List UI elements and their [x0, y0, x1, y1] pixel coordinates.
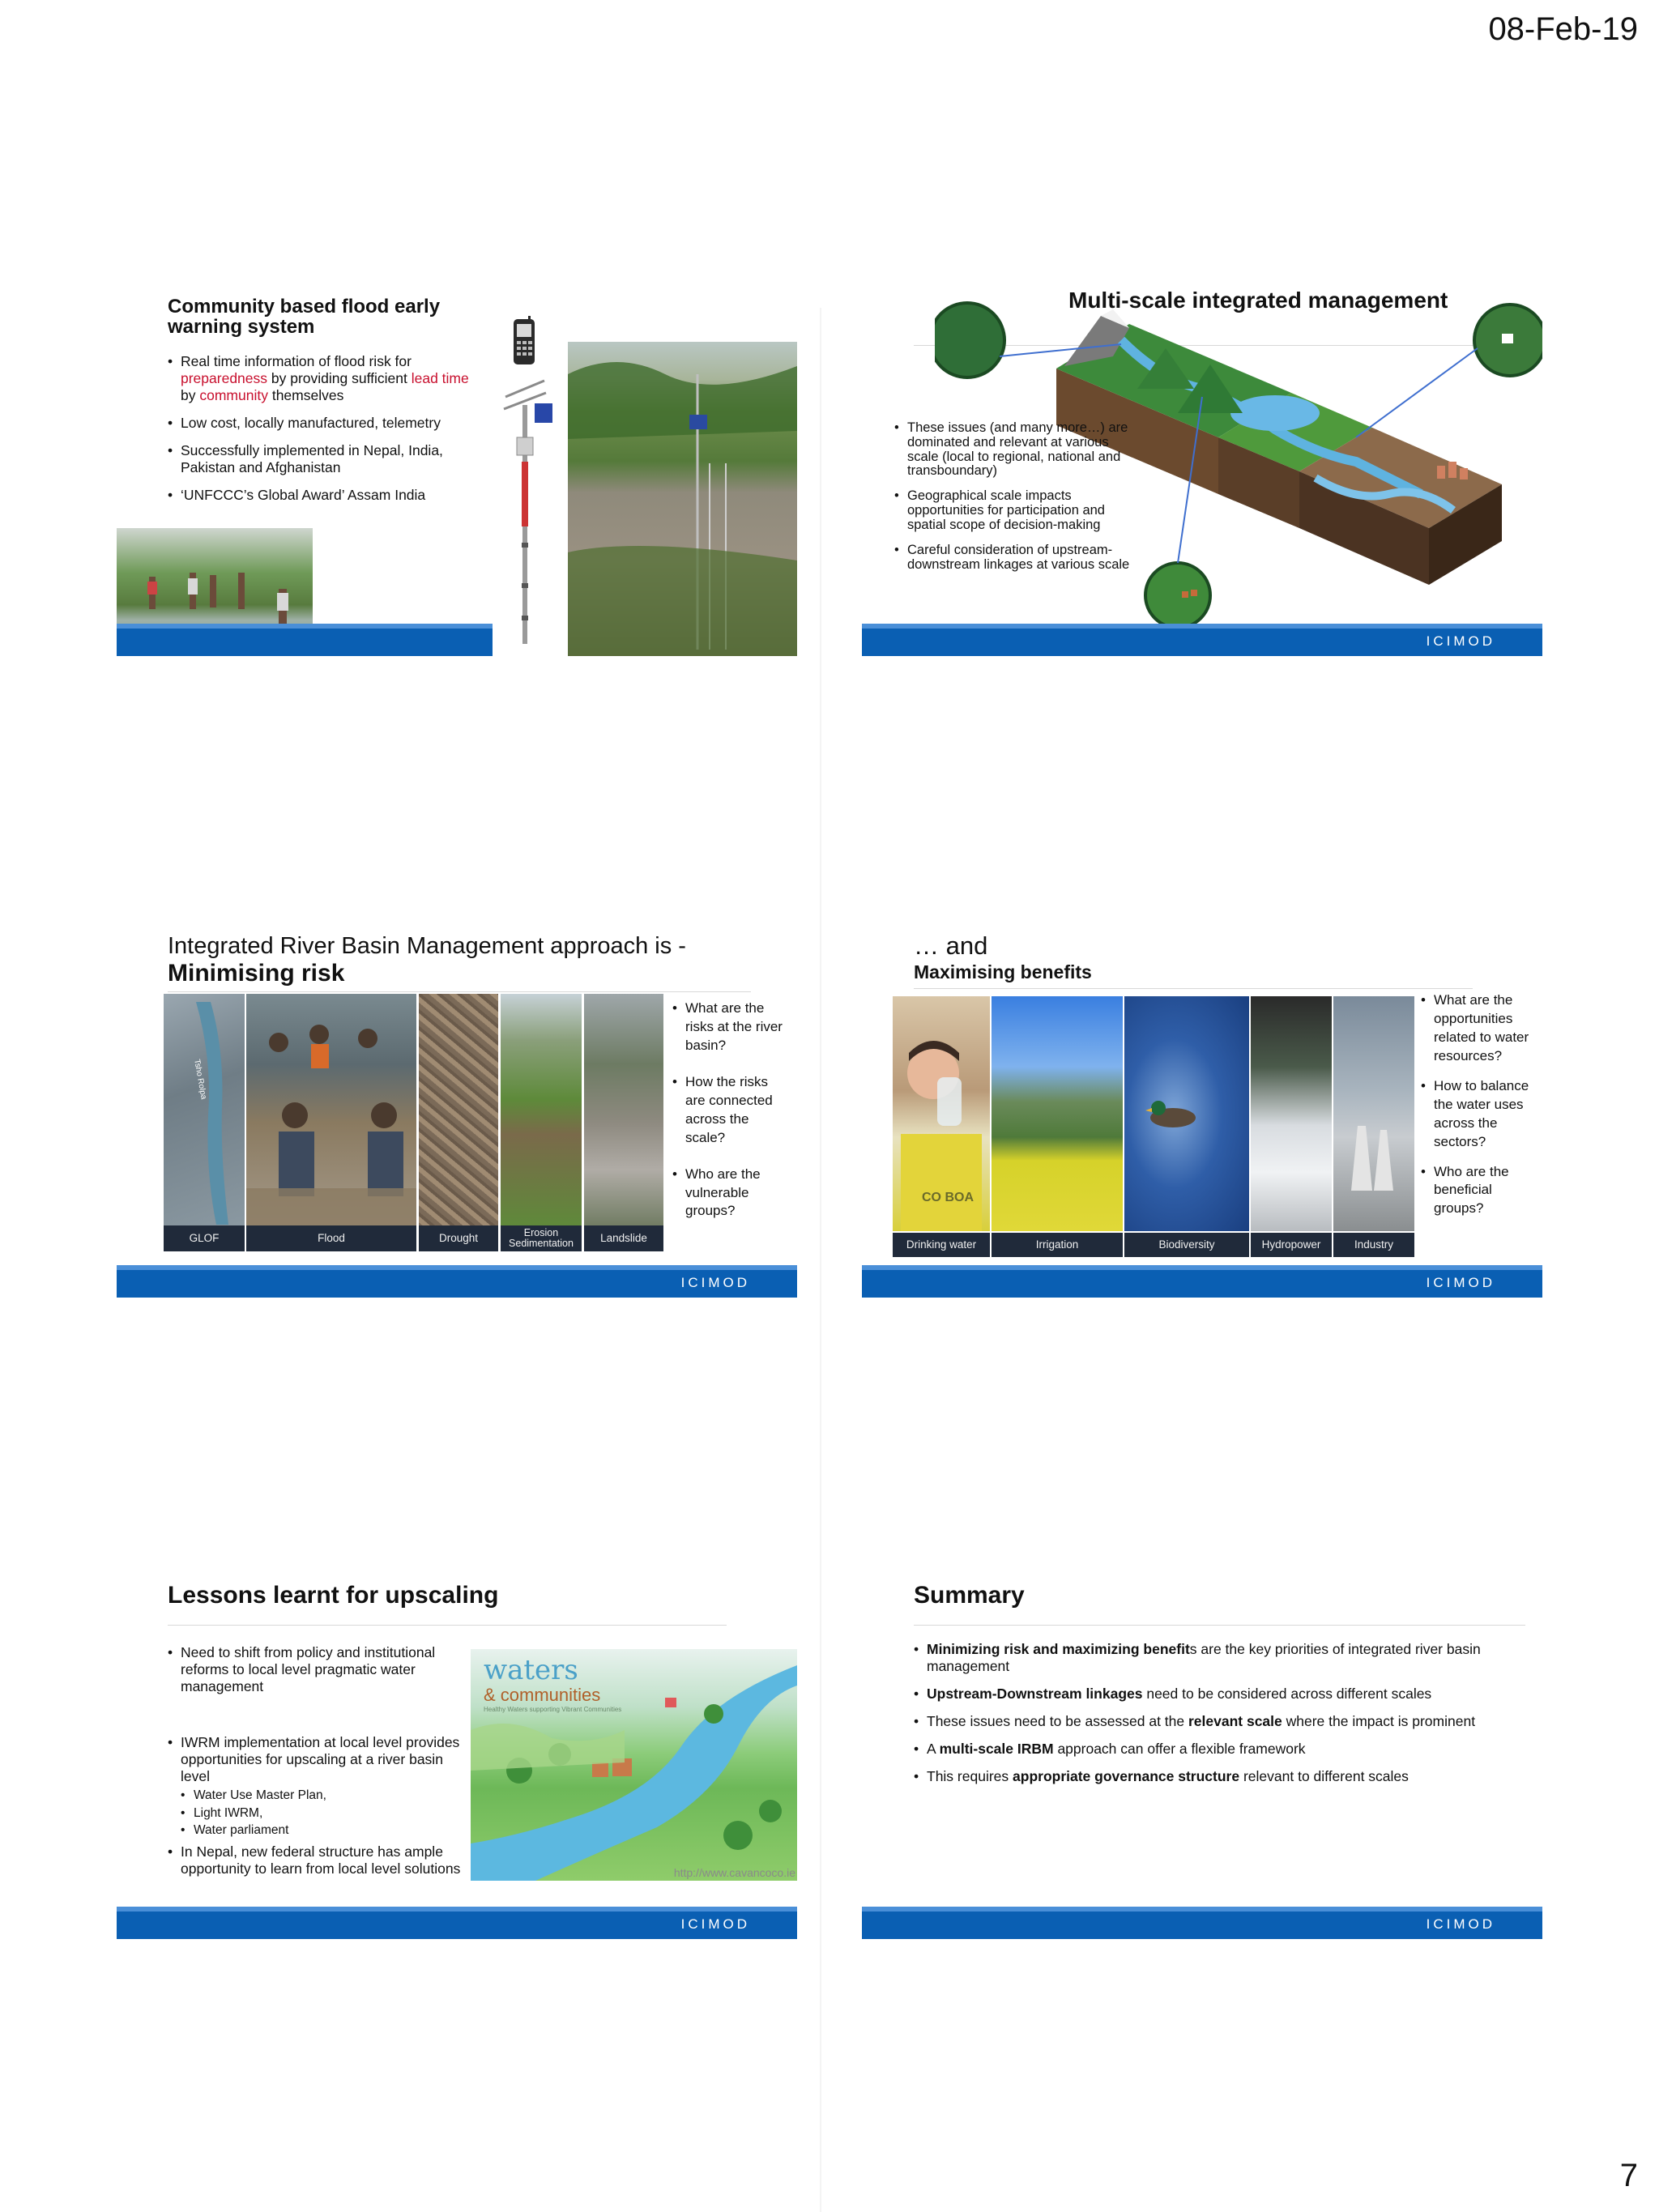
- bullet-text-rich: [927, 1741, 1306, 1757]
- bullet-list: [1421, 991, 1538, 1229]
- bullet-text-part: by: [181, 387, 200, 403]
- bullet-text: IWRM implementation at local level provides opportunities for upscaling at a river basin level: [181, 1734, 460, 1784]
- bullet-list: [168, 1644, 467, 1888]
- slide-title: Lessons learnt for upscaling: [168, 1582, 499, 1609]
- bullet-text-part: themselves: [267, 387, 344, 403]
- bullet-text-part: These issues need to be assessed at the: [927, 1713, 1188, 1729]
- bullet-item: • How to balance the water uses across the sectors?: [1421, 1077, 1538, 1152]
- slide-minimising-risk: [117, 909, 797, 1298]
- caption-irrigation: Irrigation: [992, 1233, 1123, 1257]
- column-separator: [820, 308, 821, 2212]
- page-number: 7: [1619, 2158, 1638, 2193]
- telemetry-station-illustration: [497, 373, 562, 648]
- waters-communities-poster: [471, 1649, 797, 1881]
- bullet-item: • ‘UNFCCC’s Global Award’ Assam India: [168, 487, 480, 504]
- bold-text: Minimizing risk and maximizing benefit: [927, 1641, 1190, 1657]
- slide-footer-bar: [117, 1907, 797, 1939]
- slide-title: Summary: [914, 1582, 1025, 1609]
- icimod-logo: ICIMOD: [1426, 1916, 1495, 1932]
- caption-drought: Drought: [419, 1225, 498, 1251]
- caption-hydropower: Hydropower: [1251, 1233, 1332, 1257]
- slide-summary: [862, 1550, 1542, 1939]
- slide-title-line1: Integrated River Basin Management approach is -: [168, 933, 686, 959]
- bold-text: relevant scale: [1188, 1713, 1282, 1729]
- slide-maximising-benefits: [862, 909, 1542, 1298]
- bullet-text-rich: [927, 1713, 1475, 1729]
- slide-title-line1: … and: [914, 931, 988, 960]
- bullet-item: [914, 1713, 1497, 1730]
- caption-erosion: Erosion Sedimentation: [501, 1225, 582, 1251]
- bullet-text-part: This requires: [927, 1768, 1013, 1784]
- poster-tagline: Healthy Waters supporting Vibrant Communities: [484, 1706, 622, 1713]
- icimod-logo: ICIMOD: [680, 1275, 750, 1290]
- caption-drinking-water: Drinking water: [893, 1233, 990, 1257]
- bullet-text-rich: [927, 1768, 1409, 1784]
- bullet-item: • Geographical scale impacts opportunities for participation and spatial scope of decision-making: [894, 489, 1137, 532]
- bullet-item: • Low cost, locally manufactured, telemetry: [168, 415, 480, 432]
- mobile-phone-icon: [510, 316, 538, 366]
- bullet-text-part: s are the key priorities of integrated river basin management: [927, 1641, 1481, 1674]
- glof-lake-photo: [164, 994, 245, 1229]
- bullet-item: • What are the opportunities related to water resources?: [1421, 991, 1538, 1066]
- slide-title-line2: Minimising risk: [168, 960, 345, 987]
- bullet-item: [914, 1741, 1497, 1758]
- caption-landslide: Landslide: [584, 1225, 663, 1251]
- poster-url: http://www.cavancoco.ie: [673, 1866, 795, 1879]
- slide-footer-bar: [862, 1265, 1542, 1298]
- icimod-logo: ICIMOD: [1426, 1275, 1495, 1290]
- bullet-text-part: Real time information of flood risk for: [181, 353, 412, 369]
- slide-title: Community based flood early warning system: [168, 296, 441, 339]
- lake-label: Tsho Rolpa: [192, 1059, 208, 1101]
- bullet-text-rich: [927, 1686, 1431, 1702]
- bullet-item: [168, 353, 480, 404]
- bold-text: multi-scale IRBM: [939, 1741, 1054, 1757]
- bullet-item: [914, 1768, 1497, 1785]
- sub-bullet-item: • Light IWRM,: [181, 1806, 467, 1822]
- bullet-item: • In Nepal, new federal structure has ample opportunity to learn from local level solutions: [168, 1843, 467, 1877]
- irrigation-photo: [992, 996, 1123, 1231]
- highlight-text: community: [199, 387, 268, 403]
- bullet-text-part: need to be considered across different scales: [1142, 1686, 1432, 1702]
- slide-lessons-learnt: [117, 1550, 797, 1939]
- flood-photo: [246, 994, 416, 1229]
- title-rule: [914, 988, 1473, 989]
- highlight-text: lead time: [411, 370, 469, 386]
- bullet-text-rich: [181, 353, 469, 403]
- bullet-text-part: A: [927, 1741, 940, 1757]
- bullet-item: [914, 1686, 1497, 1703]
- bold-text: Upstream-Downstream linkages: [927, 1686, 1143, 1702]
- bullet-item: • Careful consideration of upstream-downstream linkages at various scale: [894, 543, 1137, 573]
- bullet-text-part: approach can offer a flexible framework: [1053, 1741, 1306, 1757]
- bullet-item: • These issues (and many more…) are dominated and relevant at various scale (local to regional, national and transboundary): [894, 421, 1137, 479]
- slide-footer-bar: [862, 624, 1542, 656]
- bullet-text-part: where the impact is prominent: [1282, 1713, 1476, 1729]
- caption-glof: GLOF: [164, 1225, 245, 1251]
- caption-flood: Flood: [246, 1225, 416, 1251]
- bullet-item: [914, 1641, 1497, 1675]
- bullet-list: [672, 999, 786, 1231]
- drinking-water-photo: [893, 996, 990, 1231]
- bullet-list: [168, 353, 480, 514]
- bullet-item: • What are the risks at the river basin?: [672, 999, 786, 1055]
- caption-industry: Industry: [1333, 1233, 1414, 1257]
- slide-flood-warning: [117, 267, 797, 656]
- bullet-item: • Who are the vulnerable groups?: [672, 1166, 786, 1221]
- bullet-item: • Need to shift from policy and institutional reforms to local level pragmatic water management: [168, 1644, 467, 1695]
- hydropower-photo: [1251, 996, 1332, 1231]
- sub-bullet-item: • Water parliament: [181, 1823, 467, 1839]
- industry-photo: [1333, 996, 1414, 1231]
- sub-bullet-list: [181, 1788, 467, 1839]
- bullet-text-rich: [927, 1641, 1481, 1674]
- slide-multi-scale: [862, 267, 1542, 656]
- bullet-list: [914, 1641, 1497, 1796]
- caption-biodiversity: Biodiversity: [1124, 1233, 1249, 1257]
- sub-bullet-item: • Water Use Master Plan,: [181, 1788, 467, 1804]
- drought-photo: [419, 994, 498, 1229]
- bold-text: appropriate governance structure: [1013, 1768, 1240, 1784]
- erosion-photo: [501, 994, 582, 1229]
- poster-title-line1: waters: [484, 1654, 578, 1686]
- biodiversity-photo: [1124, 996, 1249, 1231]
- highlight-text: preparedness: [181, 370, 268, 386]
- bullet-item: [168, 1734, 467, 1839]
- river-station-photo: [568, 342, 797, 656]
- title-rule: [168, 1625, 727, 1626]
- title-rule: [914, 1625, 1525, 1626]
- slide-footer-bar: [117, 624, 493, 656]
- slide-footer-bar: [862, 1907, 1542, 1939]
- poster-title-line2: & communities: [484, 1685, 601, 1705]
- bullet-item: • Who are the beneficial groups?: [1421, 1163, 1538, 1219]
- landslide-photo: [584, 994, 663, 1229]
- title-rule: [168, 991, 751, 992]
- bullet-list: [894, 421, 1137, 582]
- icimod-logo: ICIMOD: [1426, 633, 1495, 649]
- slide-title: Multi-scale integrated management: [1068, 288, 1448, 313]
- slide-footer-bar: [117, 1265, 797, 1298]
- icimod-logo: ICIMOD: [680, 1916, 750, 1932]
- page-date: 08-Feb-19: [1488, 11, 1638, 47]
- bullet-item: • How the risks are connected across the scale?: [672, 1073, 786, 1148]
- bullet-text-part: by providing sufficient: [267, 370, 412, 386]
- slide-title-line2: Maximising benefits: [914, 961, 1092, 982]
- bullet-item: • Successfully implemented in Nepal, India, Pakistan and Afghanistan: [168, 442, 480, 476]
- bullet-text-part: relevant to different scales: [1239, 1768, 1409, 1784]
- shirt-text: CO BOA: [922, 1191, 974, 1204]
